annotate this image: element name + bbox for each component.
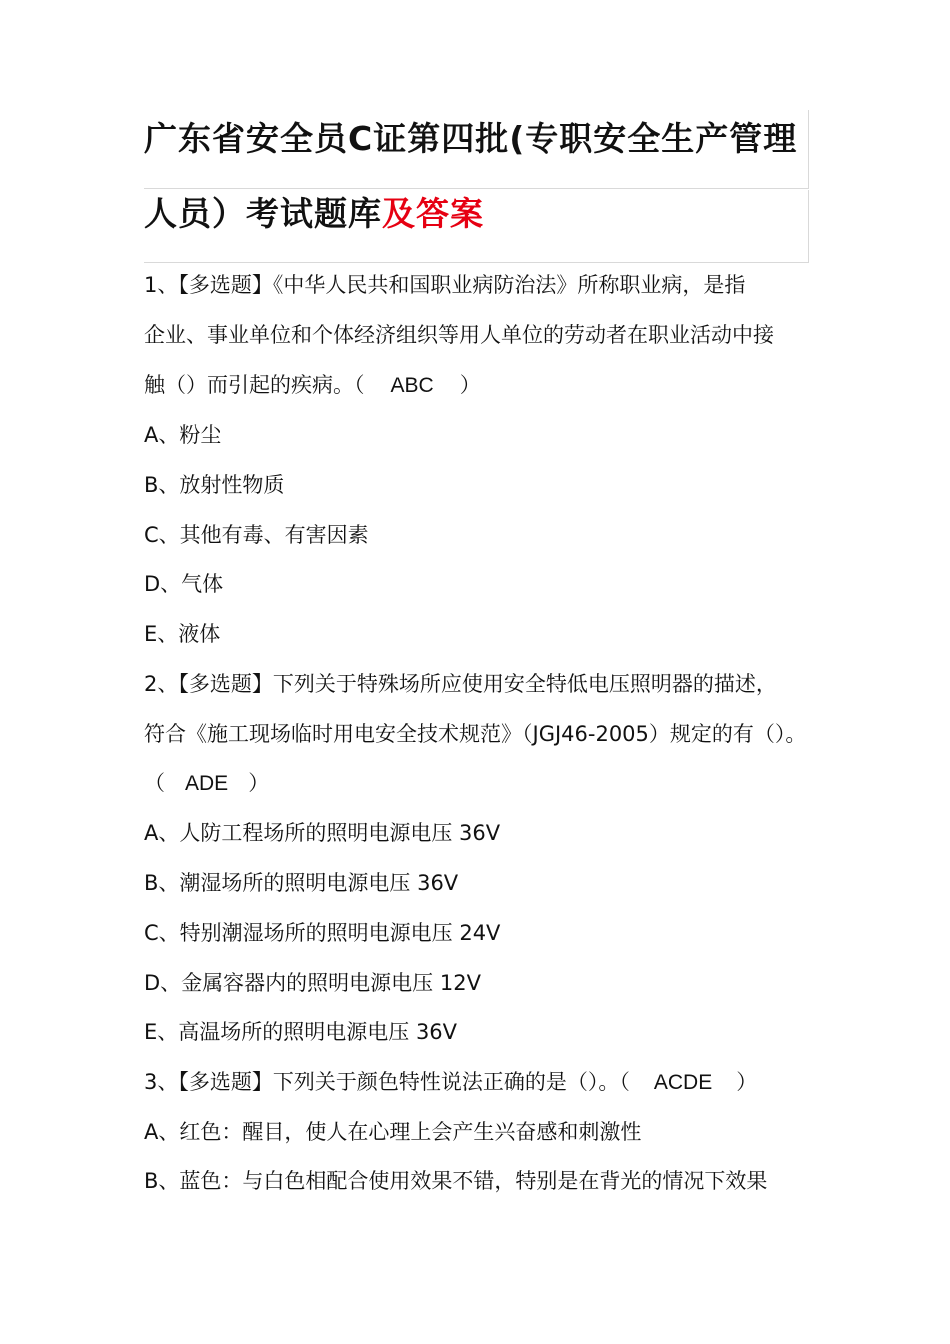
q1-option-e: E、液体: [144, 622, 221, 646]
q3-answer: ACDE: [653, 1071, 713, 1094]
q3-option-a: A、红色：醒目，使人在心理上会产生兴奋感和刺激性: [144, 1120, 642, 1144]
q2-answer-line: [144, 768, 808, 799]
q3-option-b: B、蓝色：与白色相配合使用效果不错，特别是在背光的情况下效果: [144, 1169, 768, 1193]
q1-stem-text: 触（）而引起的疾病。（: [144, 373, 365, 397]
q3-stem-text: 3、【多选题】下列关于颜色特性说法正确的是（）。（: [144, 1070, 630, 1094]
q2-option-a: A、人防工程场所的照明电源电压 36V: [144, 821, 501, 845]
q2-option-e: E、高温场所的照明电源电压 36V: [144, 1020, 458, 1044]
q2-option-d: D、金属容器内的照明电源电压 12V: [144, 971, 481, 995]
q3-stem-line1: [144, 1067, 808, 1098]
q1-stem-line2: 企业、事业单位和个体经济组织等用人单位的劳动者在职业活动中接: [144, 323, 774, 347]
q1-answer: ABC: [390, 374, 434, 397]
q1-option-a: A、粉尘: [144, 423, 222, 447]
q3-answer-close: ）: [736, 1070, 758, 1094]
document-title-line2: [144, 188, 484, 235]
title-text-red: 及答案: [382, 194, 484, 233]
q1-option-b: B、放射性物质: [144, 473, 285, 497]
q1-option-d: D、气体: [144, 572, 224, 596]
q2-option-b: B、潮湿场所的照明电源电压 36V: [144, 871, 459, 895]
title-text-black: 人员）考试题库: [144, 194, 382, 233]
q2-stem-line2: 符合《施工现场临时用电安全技术规范》（JGJ46-2005）规定的有（）。: [144, 722, 807, 746]
document-title-line1: 广东省安全员C证第四批(专职安全生产管理: [144, 119, 798, 158]
q2-answer-open: （: [144, 771, 165, 795]
q2-stem-line1: 2、【多选题】下列关于特殊场所应使用安全特低电压照明器的描述，: [144, 672, 777, 696]
q1-option-c: C、其他有毒、有害因素: [144, 523, 369, 547]
q2-answer-close: ）: [248, 771, 270, 795]
q1-answer-close: ）: [459, 373, 481, 397]
q1-stem-line3: [144, 370, 808, 401]
q2-answer: ADE: [185, 772, 229, 795]
q2-option-c: C、特别潮湿场所的照明电源电压 24V: [144, 921, 501, 945]
q1-stem-line1: 1、【多选题】《中华人民共和国职业病防治法》所称职业病，是指: [144, 273, 746, 297]
